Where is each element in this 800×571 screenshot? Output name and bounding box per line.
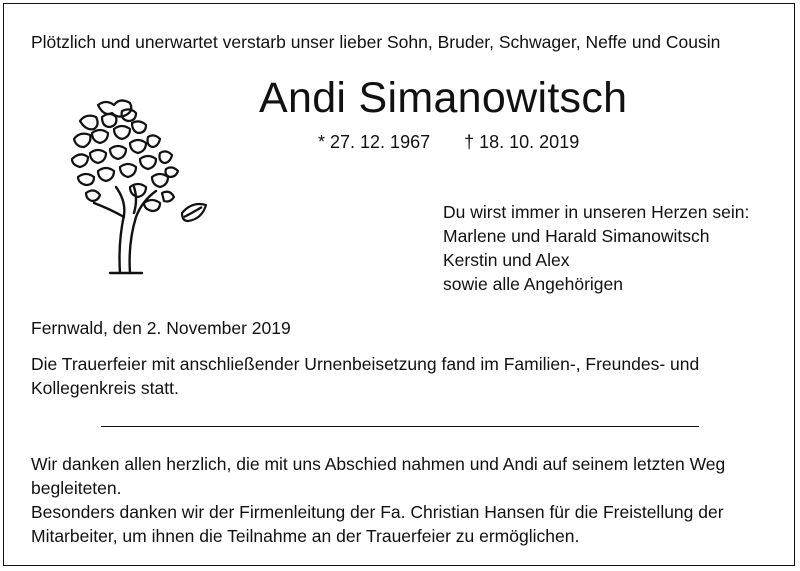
thanks-paragraph: Besonders danken wir der Firmenleitung der Fa. Christian Hansen für die Freistellung der Mitarbeiter, um ihnen die Teilnahme an der Trauerfeier zu ermöglichen.: [31, 502, 724, 546]
thanks-paragraph: Wir danken allen herzlich, die mit uns Abschied nahmen und Andi auf seinem letzten Weg begleiteten.: [31, 454, 726, 498]
ceremony-text: Die Trauerfeier mit anschließender Urnenbeisetzung fand im Familien-, Freundes- und Kollegenkreis statt.: [31, 354, 700, 398]
mourners-line: sowie alle Angehörigen: [443, 274, 623, 294]
mourners-line: Du wirst immer in unseren Herzen sein:: [443, 202, 750, 222]
intro-text: Plötzlich und unerwartet verstarb unser lieber Sohn, Bruder, Schwager, Neffe und Cousin: [31, 32, 721, 52]
mourners-block: [443, 200, 749, 296]
place-date: Fernwald, den 2. November 2019: [31, 318, 291, 338]
tree-trunk: [94, 187, 156, 273]
birth-date: * 27. 12. 1967: [318, 132, 431, 152]
divider-line: [101, 426, 699, 427]
thanks-block: [31, 452, 761, 548]
mourners-line: Kerstin und Alex: [443, 250, 570, 270]
tree-crown: [72, 100, 178, 211]
deceased-name: Andi Simanowitsch: [259, 74, 628, 122]
death-date: † 18. 10. 2019: [464, 132, 580, 152]
falling-leaf-icon: [182, 204, 206, 221]
tree-illustration: [68, 95, 218, 275]
life-dates: [318, 130, 579, 154]
mourners-line: Marlene und Harald Simanowitsch: [443, 226, 710, 246]
